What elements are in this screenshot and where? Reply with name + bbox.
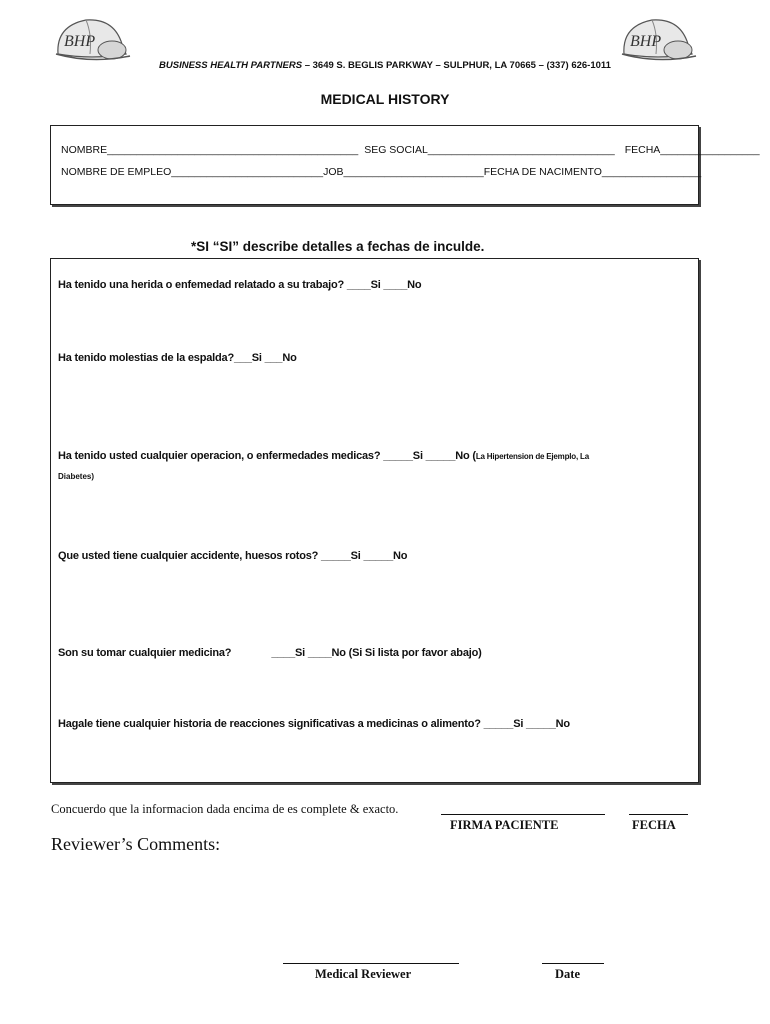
nombre-field[interactable]: NOMBRE___________________________________________ bbox=[61, 144, 359, 156]
reviewer-date-label: Date bbox=[555, 967, 580, 981]
question-5-text: Son su tomar cualquier medicina? bbox=[58, 647, 232, 659]
question-3[interactable] bbox=[58, 450, 589, 462]
question-1[interactable]: Ha tenido una herida o enfemedad relatado a su trabajo? ____Si ____No bbox=[58, 279, 422, 291]
question-5[interactable] bbox=[58, 647, 482, 659]
info-row-2 bbox=[61, 166, 701, 178]
company-address: – 3649 S. BEGLIS PARKWAY – SULPHUR, LA 70665 – (337) 626-1011 bbox=[302, 60, 611, 71]
firma-paciente-label: FIRMA PACIENTE bbox=[450, 818, 559, 832]
question-3-note-cont: Diabetes) bbox=[58, 472, 95, 481]
patient-signature-line[interactable] bbox=[441, 814, 605, 815]
fecha-field[interactable]: FECHA_________________ bbox=[624, 144, 760, 156]
job-field[interactable]: JOB________________________ bbox=[323, 166, 484, 178]
nombre-empleo-field[interactable]: NOMBRE DE EMPLEO__________________________ bbox=[61, 166, 324, 178]
company-header bbox=[0, 60, 770, 71]
logo-text: BHP bbox=[64, 33, 96, 50]
question-5-answers: ____Si ____No (Si Si lista por favor abajo) bbox=[271, 647, 482, 659]
question-3-text: Ha tenido usted cualquier operacion, o enfermedades medicas? _____Si _____No ( bbox=[58, 450, 476, 462]
company-name: BUSINESS HEALTH PARTNERS bbox=[159, 60, 303, 71]
agreement-text: Concuerdo que la informacion dada encima de es complete & exacto. bbox=[51, 802, 399, 816]
fecha-nacimiento-field[interactable]: FECHA DE NACIMENTO_________________ bbox=[483, 166, 702, 178]
question-6[interactable]: Hagale tiene cualquier historia de reacciones significativas a medicinas o alimento? _____Si _____No bbox=[58, 718, 570, 730]
reviewer-date-line[interactable] bbox=[542, 963, 604, 964]
patient-info-box bbox=[50, 125, 760, 205]
patient-date-line[interactable] bbox=[629, 814, 688, 815]
company-logo-right bbox=[618, 14, 700, 66]
info-row-1 bbox=[61, 144, 760, 156]
reviewer-comments-label: Reviewer’s Comments: bbox=[51, 834, 221, 854]
logo-text: BHP bbox=[630, 33, 662, 50]
fecha-label: FECHA bbox=[632, 818, 676, 832]
reviewer-signature-line[interactable] bbox=[283, 963, 459, 964]
seg-social-field[interactable]: SEG SOCIAL________________________________ bbox=[364, 144, 615, 156]
page-title: MEDICAL HISTORY bbox=[320, 91, 450, 107]
instruction-text: *SI “SI” describe detalles a fechas de inculde. bbox=[191, 239, 485, 254]
question-4[interactable]: Que usted tiene cualquier accidente, huesos rotos? _____Si _____No bbox=[58, 550, 408, 562]
question-3-note: La Hipertension de Ejemplo, La bbox=[475, 452, 589, 461]
medical-reviewer-label: Medical Reviewer bbox=[315, 967, 412, 981]
questions-box bbox=[50, 258, 699, 783]
question-2[interactable]: Ha tenido molestias de la espalda?___Si ___No bbox=[58, 352, 297, 364]
company-logo bbox=[52, 14, 134, 66]
